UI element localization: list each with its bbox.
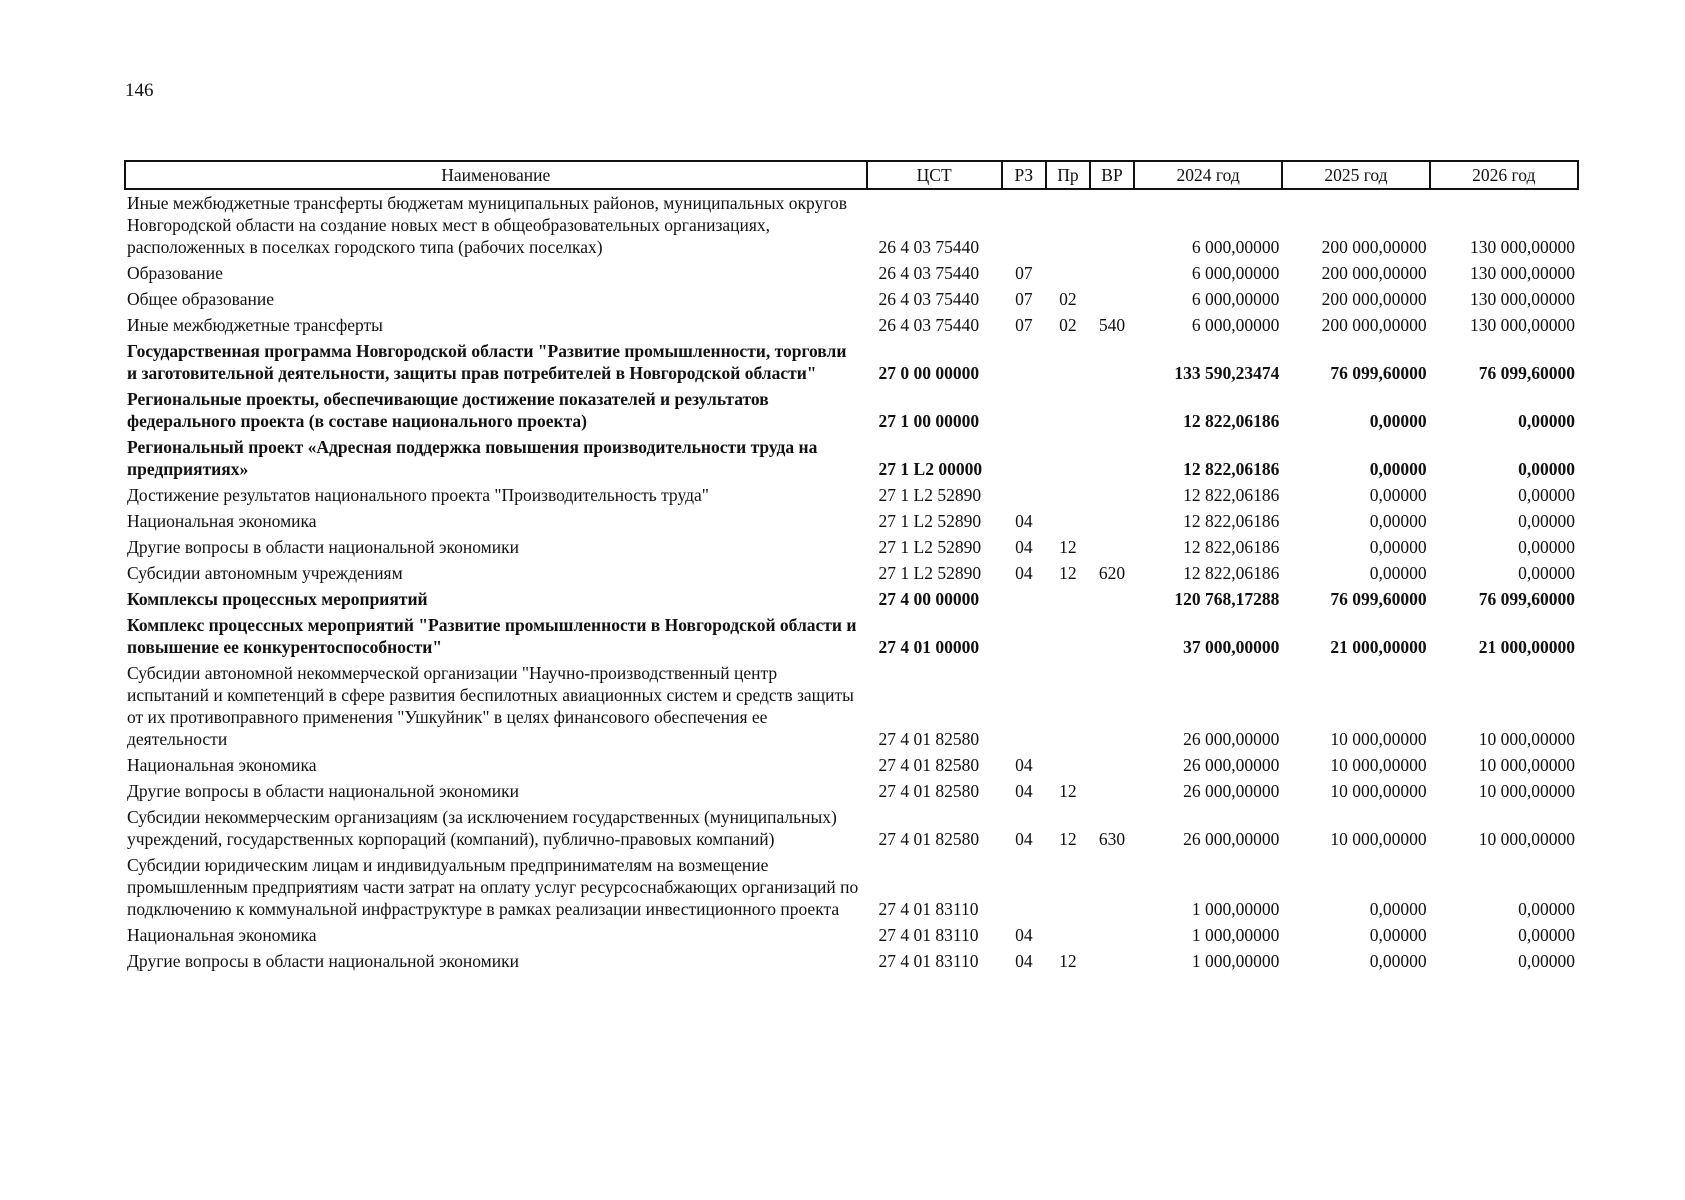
cell-vr: 630 (1098, 829, 1126, 849)
cell-year-2026: 0,00000 (1518, 925, 1575, 945)
cell-cst: 27 1 L2 52890 (878, 563, 982, 583)
cell-year-2025: 10 000,00000 (1330, 781, 1427, 801)
cell-year-2026: 0,00000 (1518, 899, 1575, 919)
cell-pr: 12 (1059, 951, 1077, 971)
cell-name: Субсидии юридическим лицам и индивидуальным предпринимателям на возмещение промышленным предприятиям части затрат на оплату услуг ресурсоснабжающих организаций по подключению к коммунальной инфраструктуре в рамках реализации инвестиционного проекта (127, 855, 859, 919)
cell-rz: 04 (1015, 951, 1033, 971)
cell-year-2024: 12 822,06186 (1183, 511, 1280, 531)
cell-pr: 02 (1059, 289, 1077, 309)
header-pr: Пр (1046, 161, 1090, 189)
cell-pr (1046, 338, 1090, 386)
cell-year-2025: 200 000,00000 (1321, 263, 1427, 283)
table-row (125, 612, 1578, 660)
cell-pr: 12 (1059, 829, 1077, 849)
cell-cst: 27 4 01 82580 (878, 781, 980, 801)
cell-year-2024: 26 000,00000 (1183, 829, 1280, 849)
cell-rz: 04 (1015, 755, 1033, 775)
cell-year-2024: 12 822,06186 (1183, 459, 1280, 479)
cell-name: Субсидии автономной некоммерческой организации "Научно-производственный центр испытаний и компетенций в сфере развития беспилотных авиационных систем и средств защиты от их противоправного применения "Ушкуйник" в целях финансового обеспечения ее деятельности (127, 663, 854, 749)
header-name: Наименование (125, 161, 867, 189)
cell-vr (1090, 752, 1134, 778)
cell-year-2025: 76 099,60000 (1330, 363, 1427, 383)
cell-year-2024: 26 000,00000 (1183, 781, 1280, 801)
cell-pr (1046, 752, 1090, 778)
cell-pr: 12 (1059, 781, 1077, 801)
header-2026: 2026 год (1430, 161, 1578, 189)
table-row (125, 338, 1578, 386)
cell-year-2025: 21 000,00000 (1330, 637, 1427, 657)
cell-cst: 26 4 03 75440 (878, 289, 980, 309)
cell-year-2026: 10 000,00000 (1478, 829, 1575, 849)
cell-rz: 04 (1015, 781, 1033, 801)
cell-year-2026: 130 000,00000 (1470, 289, 1575, 309)
cell-rz (1002, 434, 1046, 482)
cell-year-2026: 10 000,00000 (1478, 755, 1575, 775)
cell-name: Комплекс процессных мероприятий "Развитие промышленности в Новгородской области и повышение ее конкурентоспособности" (127, 615, 857, 657)
cell-name: Общее образование (127, 289, 274, 309)
header-vr: ВР (1090, 161, 1134, 189)
cell-name: Образование (127, 263, 223, 283)
table-row (125, 586, 1578, 612)
cell-name: Государственная программа Новгородской области "Развитие промышленности, торговли и заготовительной деятельности, защиты прав потребителей в Новгородской области" (127, 341, 847, 383)
table-row (125, 948, 1578, 974)
table-row (125, 922, 1578, 948)
cell-cst: 26 4 03 75440 (878, 315, 980, 335)
cell-year-2025: 10 000,00000 (1330, 729, 1427, 749)
cell-name: Региональные проекты, обеспечивающие достижение показателей и результатов федерального проекта (в составе национального проекта) (127, 389, 769, 431)
cell-year-2025: 0,00000 (1369, 563, 1427, 583)
cell-cst: 27 1 L2 52890 (878, 537, 982, 557)
cell-name: Региональный проект «Адресная поддержка повышения производительности труда на предприятиях» (127, 437, 818, 479)
cell-rz (1002, 386, 1046, 434)
cell-year-2026: 0,00000 (1518, 411, 1575, 431)
cell-rz: 04 (1015, 563, 1033, 583)
cell-vr: 620 (1098, 563, 1126, 583)
cell-vr (1090, 386, 1134, 434)
header-cst: ЦСТ (867, 161, 1002, 189)
cell-year-2026: 21 000,00000 (1478, 637, 1575, 657)
cell-name: Другие вопросы в области национальной экономики (127, 537, 519, 557)
cell-year-2024: 1 000,00000 (1191, 925, 1280, 945)
cell-year-2024: 26 000,00000 (1183, 729, 1280, 749)
cell-rz (1002, 338, 1046, 386)
page-number: 146 (125, 80, 154, 101)
table-row (125, 508, 1578, 534)
cell-pr: 02 (1059, 315, 1077, 335)
cell-pr: 12 (1059, 537, 1077, 557)
cell-name: Национальная экономика (127, 755, 317, 775)
cell-cst: 27 1 L2 52890 (878, 511, 982, 531)
cell-rz: 04 (1015, 537, 1033, 557)
cell-year-2025: 0,00000 (1369, 899, 1427, 919)
table-row (125, 312, 1578, 338)
cell-rz: 04 (1015, 829, 1033, 849)
cell-year-2025: 0,00000 (1369, 411, 1427, 431)
cell-vr (1090, 778, 1134, 804)
cell-year-2024: 26 000,00000 (1183, 755, 1280, 775)
cell-cst: 27 4 01 82580 (878, 729, 980, 749)
cell-year-2024: 120 768,17288 (1174, 589, 1280, 609)
table-row (125, 386, 1578, 434)
cell-name: Национальная экономика (127, 925, 317, 945)
cell-rz (1002, 660, 1046, 752)
cell-year-2026: 76 099,60000 (1478, 363, 1575, 383)
cell-year-2025: 10 000,00000 (1330, 829, 1427, 849)
cell-vr (1090, 612, 1134, 660)
cell-cst: 26 4 03 75440 (878, 237, 980, 257)
table-row (125, 482, 1578, 508)
cell-year-2024: 6 000,00000 (1191, 315, 1280, 335)
cell-cst: 27 4 01 83110 (878, 899, 979, 919)
cell-pr (1046, 852, 1090, 922)
cell-vr (1090, 508, 1134, 534)
header-2024: 2024 год (1134, 161, 1282, 189)
cell-year-2026: 0,00000 (1518, 485, 1575, 505)
table-header-row (125, 161, 1578, 189)
cell-year-2025: 0,00000 (1369, 925, 1427, 945)
cell-year-2025: 200 000,00000 (1321, 237, 1427, 257)
cell-cst: 27 4 01 82580 (878, 755, 980, 775)
table-row (125, 752, 1578, 778)
cell-year-2025: 10 000,00000 (1330, 755, 1427, 775)
cell-name: Субсидии некоммерческим организациям (за исключением государственных (муниципальных) учреждений, государственных корпораций (компаний), публично-правовых компаний) (127, 807, 837, 849)
cell-vr: 540 (1098, 315, 1126, 335)
table-body (125, 189, 1578, 974)
cell-cst: 27 1 L2 00000 (878, 459, 983, 479)
cell-name: Иные межбюджетные трансферты бюджетам муниципальных районов, муниципальных округов Новгородской области на создание новых мест в общеобразовательных организациях, расположенных в поселках городского типа (рабочих поселках) (127, 193, 848, 257)
cell-pr (1046, 586, 1090, 612)
cell-pr (1046, 508, 1090, 534)
table-row (125, 778, 1578, 804)
cell-name: Иные межбюджетные трансферты (127, 315, 383, 335)
cell-year-2024: 1 000,00000 (1191, 951, 1280, 971)
budget-table (124, 160, 1579, 974)
table-row (125, 286, 1578, 312)
cell-vr (1090, 852, 1134, 922)
cell-year-2026: 0,00000 (1518, 459, 1575, 479)
cell-vr (1090, 948, 1134, 974)
cell-pr (1046, 260, 1090, 286)
cell-year-2024: 12 822,06186 (1183, 411, 1280, 431)
cell-vr (1090, 586, 1134, 612)
table-row (125, 260, 1578, 286)
cell-year-2024: 12 822,06186 (1183, 563, 1280, 583)
cell-year-2024: 6 000,00000 (1191, 237, 1280, 257)
cell-year-2026: 130 000,00000 (1470, 237, 1575, 257)
cell-year-2026: 130 000,00000 (1470, 315, 1575, 335)
cell-rz: 04 (1015, 925, 1033, 945)
cell-year-2025: 200 000,00000 (1321, 289, 1427, 309)
cell-year-2024: 6 000,00000 (1191, 289, 1280, 309)
cell-pr (1046, 482, 1090, 508)
cell-pr (1046, 189, 1090, 260)
cell-year-2026: 0,00000 (1518, 563, 1575, 583)
cell-year-2024: 12 822,06186 (1183, 537, 1280, 557)
cell-year-2024: 12 822,06186 (1183, 485, 1280, 505)
cell-pr (1046, 434, 1090, 482)
cell-name: Национальная экономика (127, 511, 317, 531)
cell-vr (1090, 338, 1134, 386)
cell-cst: 27 4 01 83110 (878, 951, 979, 971)
cell-name: Достижение результатов национального проекта "Производительность труда" (127, 485, 709, 505)
cell-vr (1090, 660, 1134, 752)
cell-vr (1090, 189, 1134, 260)
cell-vr (1090, 286, 1134, 312)
cell-year-2025: 0,00000 (1369, 951, 1427, 971)
cell-cst: 27 1 L2 52890 (878, 485, 982, 505)
table-row (125, 804, 1578, 852)
cell-name: Другие вопросы в области национальной экономики (127, 781, 519, 801)
cell-pr (1046, 660, 1090, 752)
cell-year-2026: 10 000,00000 (1478, 781, 1575, 801)
cell-year-2025: 0,00000 (1369, 459, 1427, 479)
cell-year-2025: 0,00000 (1369, 511, 1427, 531)
cell-cst: 27 1 00 00000 (878, 411, 980, 431)
header-2025: 2025 год (1282, 161, 1429, 189)
cell-year-2024: 133 590,23474 (1174, 363, 1280, 383)
cell-cst: 27 0 00 00000 (878, 363, 980, 383)
cell-rz (1002, 482, 1046, 508)
cell-rz: 07 (1015, 263, 1033, 283)
cell-cst: 27 4 01 00000 (878, 637, 980, 657)
cell-name: Комплексы процессных мероприятий (127, 589, 428, 609)
cell-name: Другие вопросы в области национальной экономики (127, 951, 519, 971)
cell-year-2026: 0,00000 (1518, 951, 1575, 971)
cell-rz (1002, 852, 1046, 922)
cell-year-2025: 0,00000 (1369, 485, 1427, 505)
cell-rz: 07 (1015, 289, 1033, 309)
cell-pr (1046, 386, 1090, 434)
cell-year-2026: 10 000,00000 (1478, 729, 1575, 749)
cell-rz (1002, 189, 1046, 260)
cell-vr (1090, 922, 1134, 948)
cell-year-2026: 0,00000 (1518, 537, 1575, 557)
cell-year-2025: 76 099,60000 (1330, 589, 1427, 609)
cell-rz: 04 (1015, 511, 1033, 531)
cell-cst: 27 4 01 83110 (878, 925, 979, 945)
header-rz: РЗ (1002, 161, 1046, 189)
table-row (125, 660, 1578, 752)
cell-vr (1090, 482, 1134, 508)
table-row (125, 560, 1578, 586)
cell-year-2024: 37 000,00000 (1183, 637, 1280, 657)
table-row (125, 534, 1578, 560)
cell-cst: 27 4 00 00000 (878, 589, 980, 609)
cell-rz (1002, 612, 1046, 660)
cell-year-2024: 1 000,00000 (1191, 899, 1280, 919)
cell-rz (1002, 586, 1046, 612)
cell-cst: 26 4 03 75440 (878, 263, 980, 283)
cell-pr: 12 (1059, 563, 1077, 583)
cell-year-2025: 0,00000 (1369, 537, 1427, 557)
cell-rz: 07 (1015, 315, 1033, 335)
table-row (125, 434, 1578, 482)
cell-year-2026: 0,00000 (1518, 511, 1575, 531)
cell-pr (1046, 922, 1090, 948)
cell-vr (1090, 260, 1134, 286)
cell-pr (1046, 612, 1090, 660)
cell-vr (1090, 434, 1134, 482)
cell-year-2026: 130 000,00000 (1470, 263, 1575, 283)
cell-name: Субсидии автономным учреждениям (127, 563, 403, 583)
cell-year-2026: 76 099,60000 (1478, 589, 1575, 609)
table-row (125, 189, 1578, 260)
table-row (125, 852, 1578, 922)
cell-cst: 27 4 01 82580 (878, 829, 980, 849)
cell-year-2025: 200 000,00000 (1321, 315, 1427, 335)
cell-year-2024: 6 000,00000 (1191, 263, 1280, 283)
cell-vr (1090, 534, 1134, 560)
